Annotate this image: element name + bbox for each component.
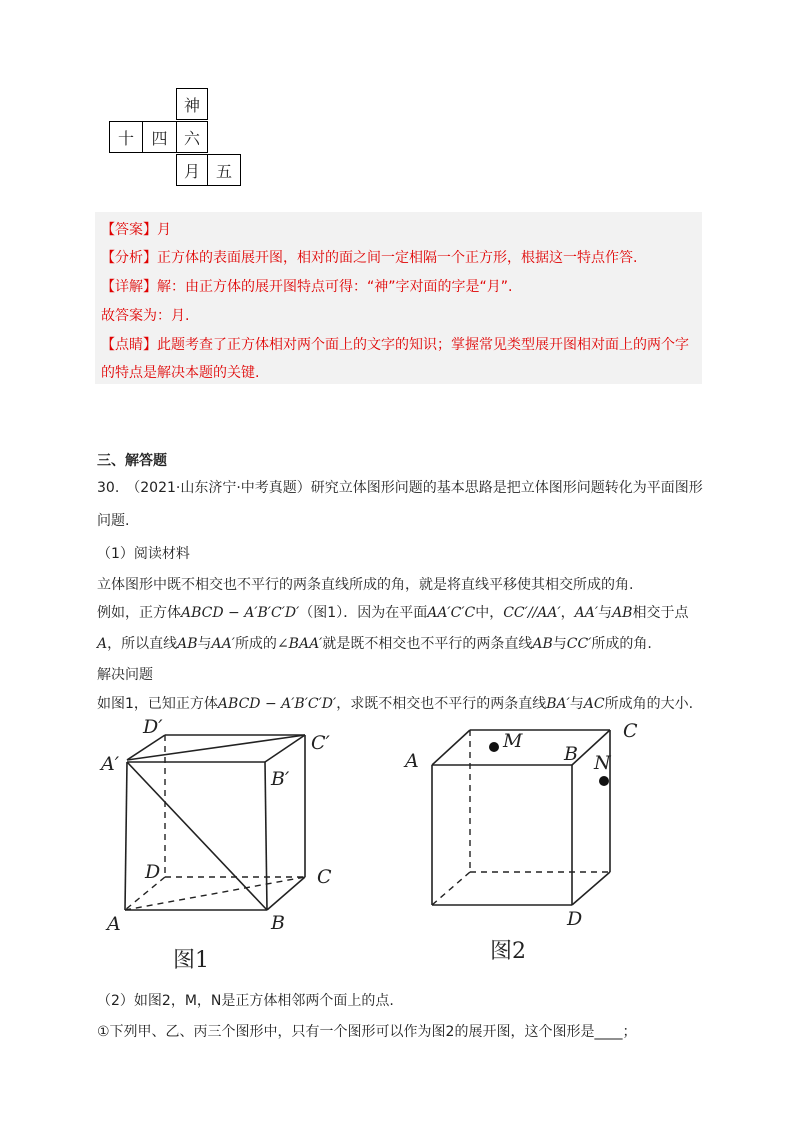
p5-math-ac: AC — [583, 696, 605, 712]
comment-line: 【点睛】此题考查了正方体相对两个面上的文字的知识；掌握常见类型展开图相对面上的两个字 — [101, 337, 689, 353]
p3-text-a: ，所以直线 — [107, 636, 178, 652]
label-n: N — [594, 752, 611, 774]
edge-b-c — [267, 877, 305, 910]
p3-text-c: 所成的 — [234, 636, 277, 652]
p5-text-a: 如图1，已知正方体 — [97, 696, 218, 712]
p2-text-a: 例如，正方体 — [97, 605, 181, 621]
comment-line-2: 的特点是解决本题的关键. — [101, 365, 260, 381]
p2-text-d: ， — [560, 605, 575, 621]
p2-text-b: （图1）．因为在平面 — [299, 605, 428, 621]
p2-math-cube: ABCD − A′B′C′D′ — [181, 605, 300, 621]
p5-text-c: 与 — [569, 696, 584, 712]
label-b: B — [271, 912, 285, 934]
diagonal-a1-c1 — [127, 735, 305, 760]
p2-text-c: 中， — [475, 605, 504, 621]
hidden-edge-bottom-left — [432, 872, 470, 905]
detail-line: 【详解】解：由正方体的展开图特点可得：“神”字对面的字是“月”. — [101, 279, 513, 295]
question-line-2: 问题. — [97, 513, 130, 529]
p2-text-e: 与 — [598, 605, 613, 621]
p3-text-e: 与 — [552, 636, 567, 652]
edge-top-left — [432, 730, 470, 765]
p3-math-ab: AB — [177, 636, 198, 652]
analysis-line: 【分析】正方体的表面展开图，相对的面之间一定相隔一个正方形，根据这一特点作答. — [101, 250, 638, 266]
p2-math-plane: AA′C′C — [427, 605, 476, 621]
net-cell-bottom-2: 五 — [207, 154, 241, 186]
label-b1: B′ — [271, 768, 290, 790]
point-n — [599, 776, 609, 786]
figure-1-caption: 图1 — [173, 948, 209, 973]
figure-2 — [395, 715, 655, 975]
label-b: B — [564, 743, 578, 765]
label-m: M — [503, 730, 523, 752]
p5-math-ba: BA′ — [546, 696, 570, 712]
point-m — [489, 742, 499, 752]
p3-math-a: A — [97, 636, 108, 652]
figure-1 — [95, 715, 355, 975]
label-a1: A′ — [101, 753, 120, 775]
label-d: D — [567, 908, 583, 930]
label-c: C — [623, 720, 638, 742]
edge-bottom-right — [572, 872, 610, 905]
label-a: A — [405, 750, 419, 772]
question-circle-1: ①下列甲、乙、丙三个图形中，只有一个图形可以作为图2的展开图，这个图形是____； — [97, 1024, 637, 1040]
p2-math-parallel: CC′//AA′ — [503, 605, 561, 621]
paragraph-4: 解决问题 — [97, 667, 153, 683]
p3-text-b: 与 — [197, 636, 212, 652]
p3-math-aa: AA′ — [211, 636, 235, 652]
p3-math-cc: CC′ — [566, 636, 592, 652]
question-line-1: 30. （2021·山东济宁·中考真题）研究立体图形问题的基本思路是把立体图形问题转化为平面图形 — [97, 480, 703, 496]
p3-math-ab-2: AB — [532, 636, 553, 652]
paragraph-5 — [97, 693, 693, 713]
conclusion-line: 故答案为：月. — [101, 308, 190, 324]
p3-text-d: 就是既不相交也不平行的两条直线 — [322, 636, 533, 652]
label-c: C — [317, 866, 332, 888]
subquestion-2: （2）如图2，M，N是正方体相邻两个面上的点. — [97, 993, 394, 1009]
net-cell-top: 神 — [176, 88, 208, 120]
label-d: D — [145, 861, 161, 883]
p3-text-f: 所成的角. — [591, 636, 652, 652]
answer-line: 【答案】月 — [101, 222, 171, 238]
label-c1: C′ — [311, 732, 330, 754]
label-a: A — [107, 913, 121, 935]
answer-box — [95, 212, 702, 384]
p2-math-ab: AB — [612, 605, 633, 621]
paragraph-1: 立体图形中既不相交也不平行的两条直线所成的角，就是将直线平移使其相交所成的角. — [97, 577, 634, 593]
figure-2-caption: 图2 — [490, 939, 526, 964]
edge-b1-b — [265, 762, 267, 910]
p5-text-b: ，求既不相交也不平行的两条直线 — [336, 696, 547, 712]
net-cell-row-3: 六 — [176, 121, 208, 153]
subquestion-1: （1）阅读材料 — [97, 546, 190, 562]
section-heading: 三、解答题 — [97, 453, 167, 469]
net-cell-row-1: 十 — [109, 121, 143, 153]
net-cell-bottom-1: 月 — [176, 154, 208, 186]
p2-math-aa: AA′ — [574, 605, 599, 621]
edge-a1-a — [125, 762, 127, 910]
p5-math-cube: ABCD − A′B′C′D′ — [217, 696, 337, 712]
p2-text-f: 相交于点 — [632, 605, 689, 621]
paragraph-2 — [97, 602, 688, 622]
p5-text-d: 所成角的大小. — [604, 696, 694, 712]
paragraph-3 — [97, 633, 652, 653]
p3-math-angle: ∠BAA′ — [276, 636, 323, 652]
net-cell-row-2: 四 — [142, 121, 177, 153]
label-d1: D′ — [143, 716, 163, 738]
